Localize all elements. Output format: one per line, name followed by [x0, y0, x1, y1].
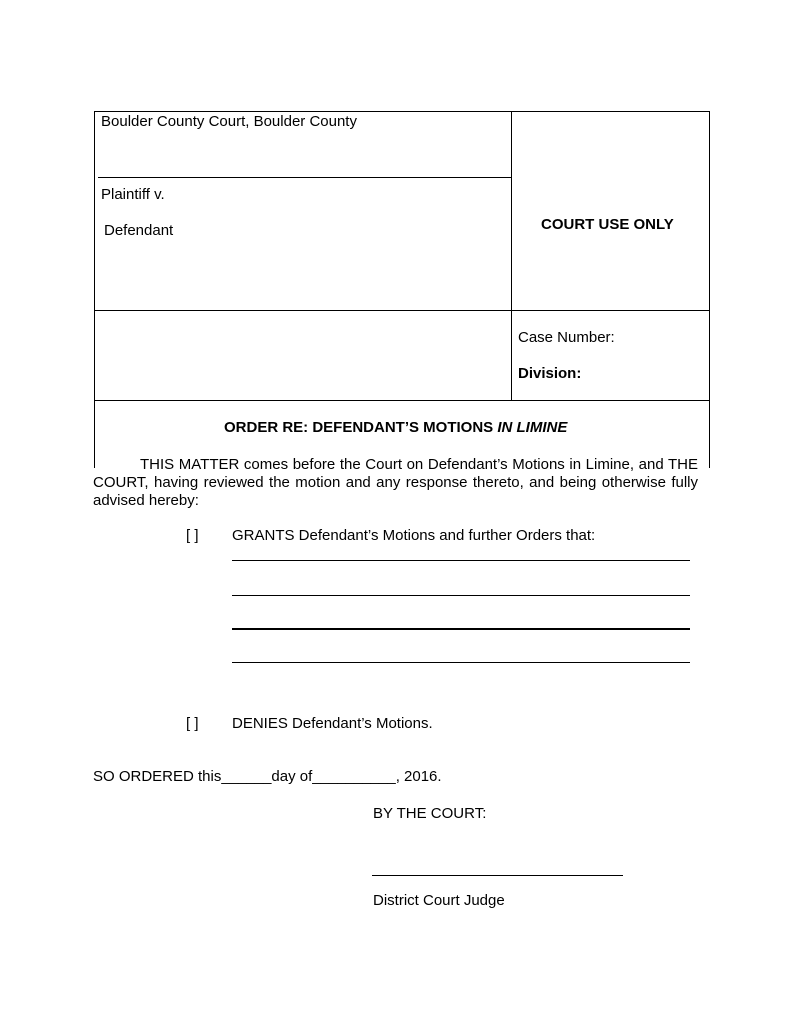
order-title-main: ORDER RE: DEFENDANT’S MOTIONS	[224, 419, 498, 436]
caption-divider-middle	[94, 310, 710, 311]
deny-text: DENIES Defendant’s Motions.	[232, 715, 433, 732]
grant-text: GRANTS Defendant’s Motions and further Orders that:	[232, 527, 596, 544]
judge-signature-line[interactable]	[372, 875, 623, 876]
so-ordered-line: SO ORDERED this______day of__________, 2016.	[93, 768, 442, 785]
court-name: Boulder County Court, Boulder County	[101, 113, 357, 130]
caption-divider-court	[98, 177, 511, 178]
order-title	[224, 419, 567, 436]
grant-checkbox[interactable]: [ ]	[186, 527, 199, 544]
deny-checkbox[interactable]: [ ]	[186, 715, 199, 732]
division-label: Division:	[518, 365, 582, 382]
order-title-italic: IN LIMINE	[497, 419, 568, 436]
by-the-court: BY THE COURT:	[373, 805, 487, 822]
order-blank-line[interactable]	[232, 595, 690, 596]
order-blank-line[interactable]	[232, 628, 690, 630]
case-number-label: Case Number:	[518, 329, 615, 346]
order-body: THIS MATTER comes before the Court on Defendant’s Motions in Limine, and THE COURT, having reviewed the motion and any response thereto, and being otherwise fully advised hereby:	[93, 456, 698, 509]
caption-divider-lower	[94, 400, 710, 401]
caption-table	[94, 111, 710, 468]
plaintiff-label: Plaintiff v.	[101, 186, 165, 203]
judge-title: District Court Judge	[373, 892, 505, 909]
caption-divider-vertical	[511, 111, 512, 401]
defendant-label: Defendant	[104, 222, 174, 239]
order-blank-line[interactable]	[232, 560, 690, 561]
order-blank-line[interactable]	[232, 662, 690, 663]
court-use-only: COURT USE ONLY	[541, 216, 674, 233]
